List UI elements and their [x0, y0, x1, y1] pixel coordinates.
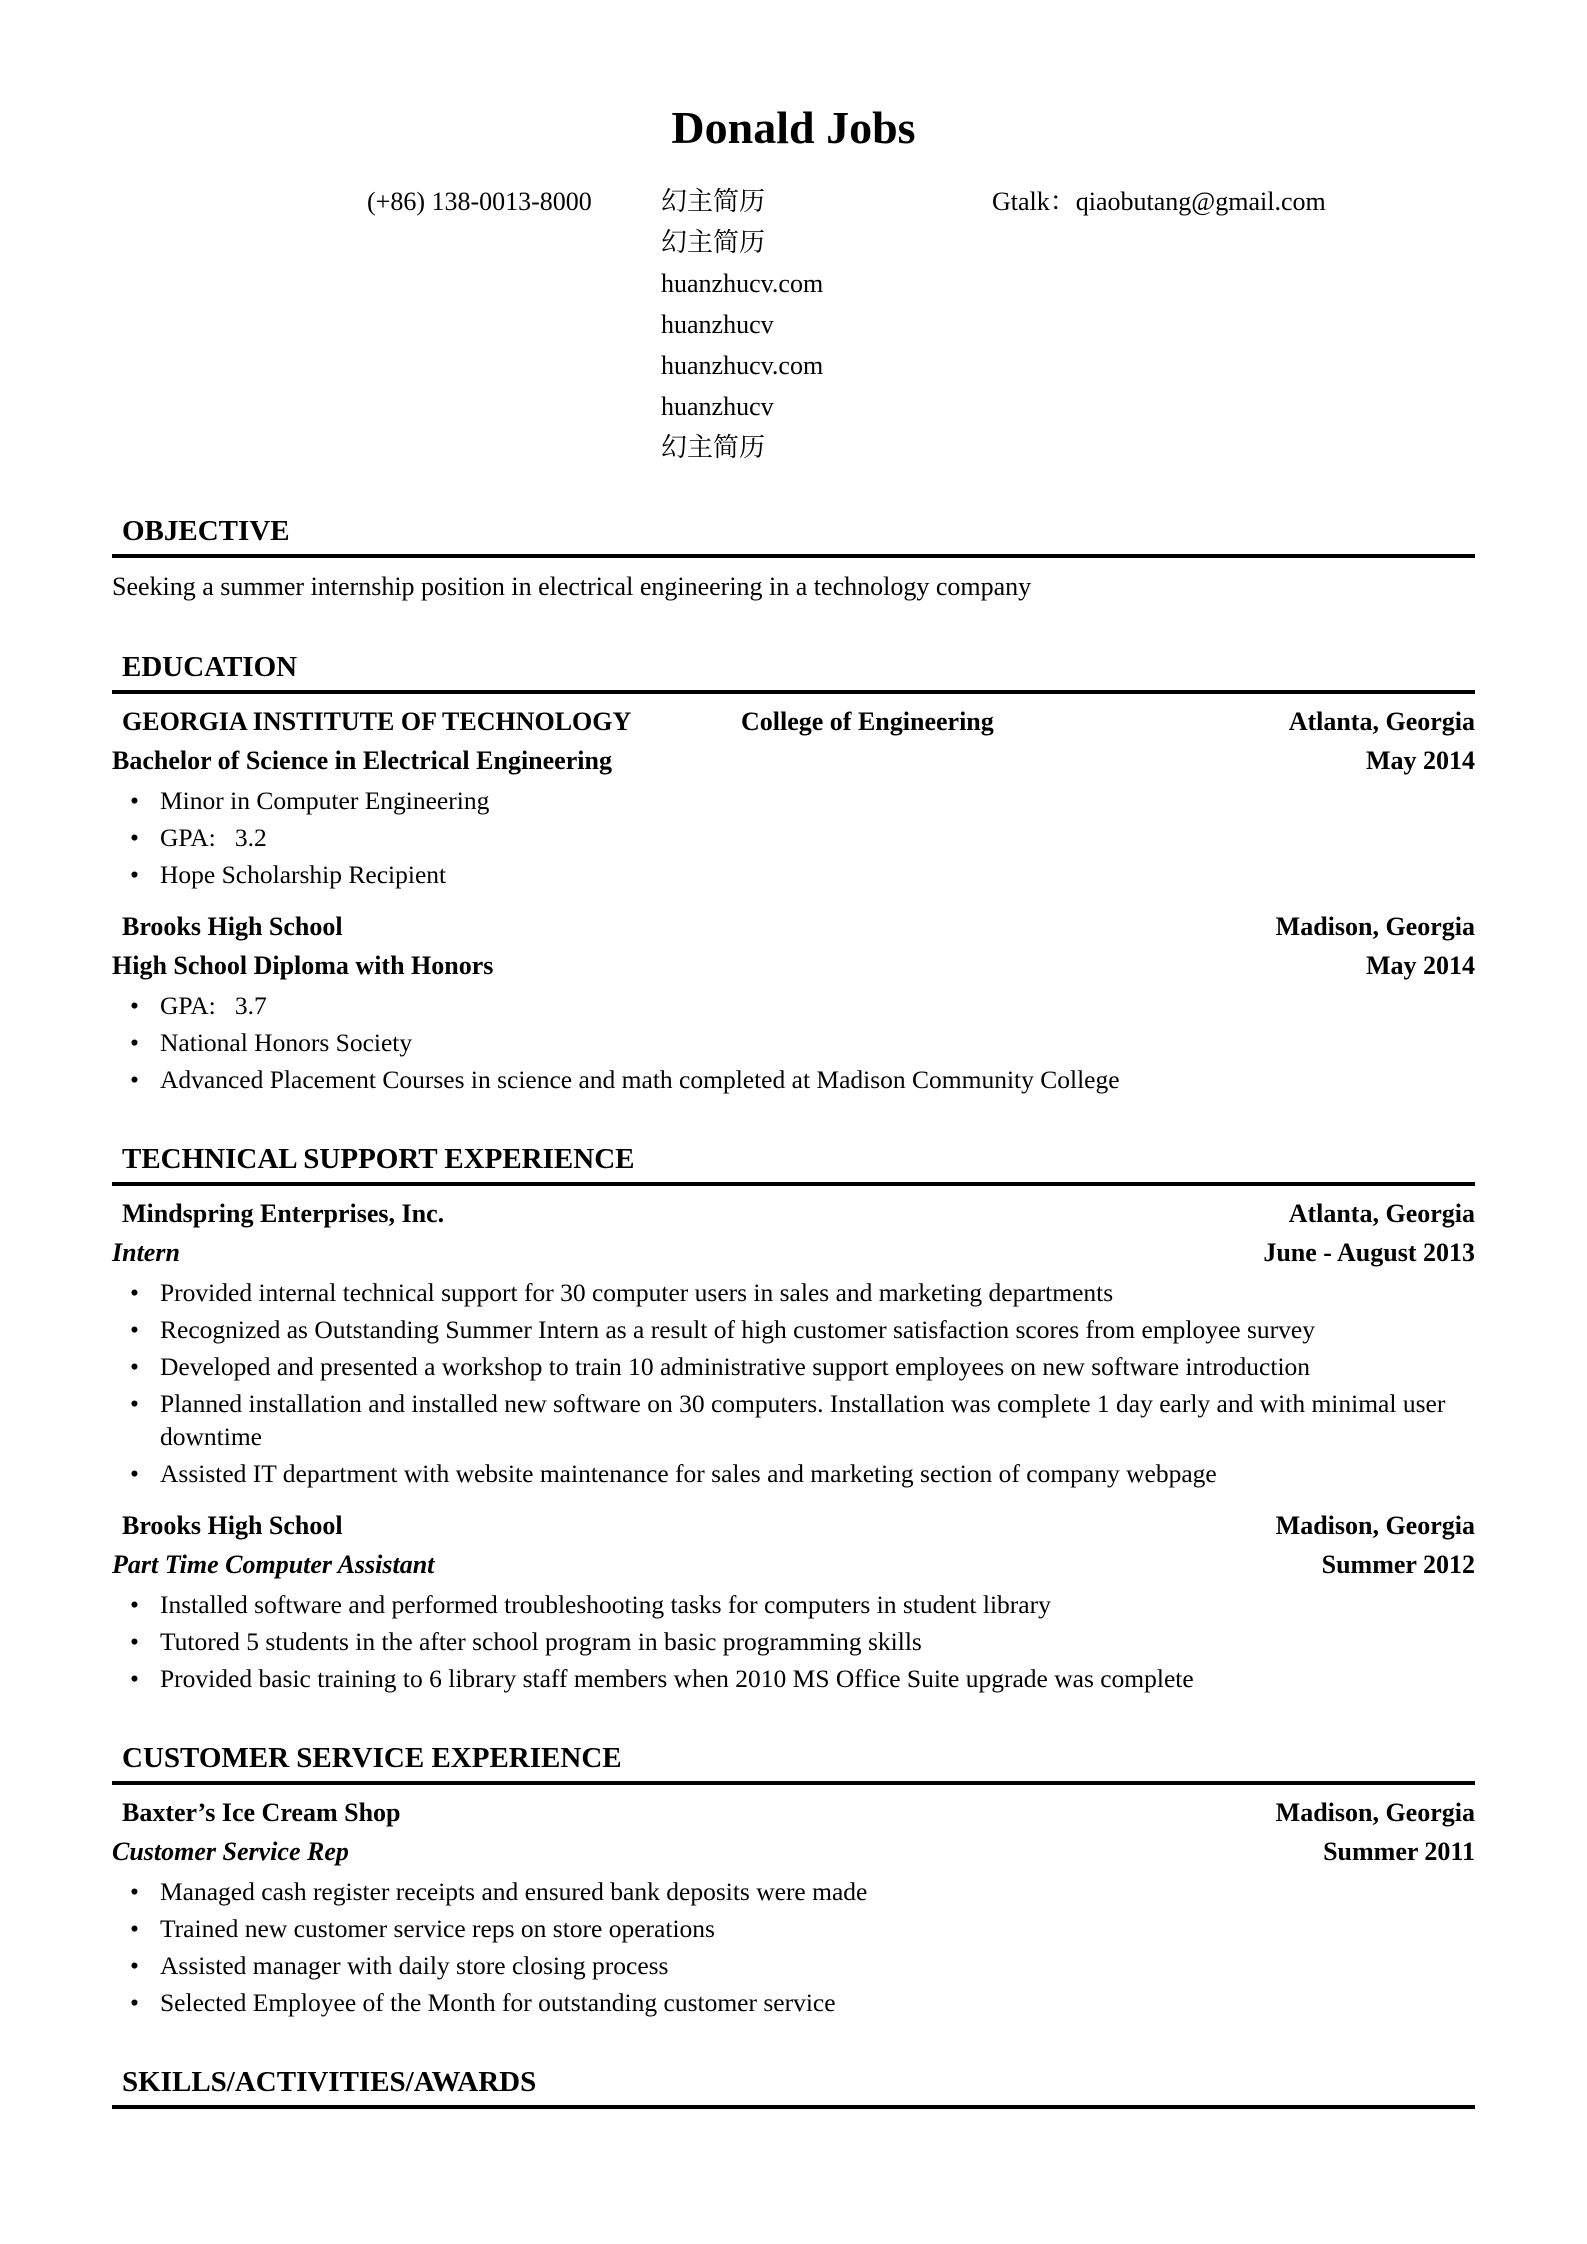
bullet-item: • Minor in Computer Engineering [160, 784, 1475, 817]
bullet-item: • Developed and presented a workshop to train 10 administrative support employees on new software introduction [160, 1350, 1475, 1383]
organization-name: Brooks High School [122, 911, 343, 941]
contact-block [112, 181, 1475, 468]
contact-link: 幻主简历 [661, 228, 766, 258]
entry-header-row [112, 1793, 1475, 1832]
entry-title: High School Diploma with Honors [112, 950, 494, 980]
resume-entry [112, 702, 1475, 891]
organization-name: Mindspring Enterprises, Inc. [122, 1198, 445, 1228]
entry-title: Intern [112, 1237, 180, 1267]
section-text: Seeking a summer internship position in electrical engineering in a technology company [112, 572, 1032, 602]
entry-location: Madison, Georgia [1275, 911, 1475, 941]
bullet-item: • GPA: 3.7 [160, 989, 1475, 1022]
entry-bullet-list [112, 989, 1475, 1096]
entry-title-row [112, 1233, 1475, 1272]
gtalk-address: qiaobutang@gmail.com [1075, 187, 1326, 217]
resume-entry [112, 1793, 1475, 2019]
bullet-item: • Hope Scholarship Recipient [160, 858, 1475, 891]
section-heading: EDUCATION [122, 651, 298, 684]
entry-date: May 2014 [1365, 950, 1475, 980]
section-education [112, 652, 1475, 1096]
entry-title-row [112, 1832, 1475, 1871]
entry-bullet-list [112, 1588, 1475, 1695]
contact-link: huanzhucv [661, 310, 774, 340]
entry-date: June - August 2013 [1263, 1237, 1475, 1267]
contact-link: 幻主简历 [661, 187, 766, 217]
bullet-item: • Managed cash register receipts and ensured bank deposits were made [160, 1875, 1475, 1908]
bullet-item: • Planned installation and installed new software on 30 computers. Installation was complete 1 day early and with minimal user downtime [160, 1387, 1475, 1453]
resume-entry [112, 1194, 1475, 1490]
section-heading: SKILLS/ACTIVITIES/AWARDS [122, 2065, 537, 2098]
bullet-item: • Provided basic training to 6 library staff members when 2010 MS Office Suite upgrade was complete [160, 1662, 1475, 1695]
bullet-item: • Assisted manager with daily store closing process [160, 1949, 1475, 1982]
contact-link: huanzhucv [661, 392, 774, 422]
entry-title-row [112, 1545, 1475, 1584]
section-heading: CUSTOMER SERVICE EXPERIENCE [122, 1741, 622, 1774]
section-rule [112, 1781, 1475, 1785]
entry-location: Atlanta, Georgia [1288, 1198, 1475, 1228]
bullet-item: • Selected Employee of the Month for outstanding customer service [160, 1986, 1475, 2019]
entry-title: Part Time Computer Assistant [112, 1549, 435, 1579]
section-rule [112, 690, 1475, 694]
gtalk-label: Gtalk： [992, 187, 1076, 217]
bullet-item: • Assisted IT department with website maintenance for sales and marketing section of company webpage [160, 1457, 1475, 1490]
section-customer-service-experience [112, 1743, 1475, 2019]
contact-link: huanzhucv.com [661, 269, 824, 299]
organization-name: Brooks High School [122, 1510, 343, 1540]
contact-link: 幻主简历 [661, 433, 766, 463]
entry-location: Madison, Georgia [1275, 1797, 1475, 1827]
resume-entry [112, 1506, 1475, 1695]
entry-location: Atlanta, Georgia [1288, 706, 1475, 736]
contact-link: huanzhucv.com [661, 351, 824, 381]
entry-title: Customer Service Rep [112, 1836, 349, 1866]
sections-container [112, 516, 1475, 2108]
entry-title-row [112, 741, 1475, 780]
section-rule [112, 1182, 1475, 1186]
bullet-item: • Tutored 5 students in the after school program in basic programming skills [160, 1625, 1475, 1658]
bullet-item: • Advanced Placement Courses in science and math completed at Madison Community College [160, 1063, 1475, 1096]
gtalk-contact [992, 181, 1326, 222]
entry-date: May 2014 [1365, 745, 1475, 775]
section-heading: TECHNICAL SUPPORT EXPERIENCE [122, 1142, 635, 1175]
entry-date: Summer 2011 [1323, 1836, 1475, 1866]
section-technical-support-experience [112, 1144, 1475, 1695]
organization-name: GEORGIA INSTITUTE OF TECHNOLOGY [122, 706, 632, 736]
entry-bullet-list [112, 1276, 1475, 1490]
bullet-item: • Trained new customer service reps on store operations [160, 1912, 1475, 1945]
contact-links [661, 181, 992, 468]
section-rule [112, 2105, 1475, 2109]
bullet-item: • National Honors Society [160, 1026, 1475, 1059]
phone-number: (+86) 138-0013-8000 [367, 187, 592, 217]
bullet-item: • Provided internal technical support for 30 computer users in sales and marketing departments [160, 1276, 1475, 1309]
section-heading: OBJECTIVE [122, 515, 290, 548]
organization-name: Baxter’s Ice Cream Shop [122, 1797, 401, 1827]
entry-header-row [112, 907, 1475, 946]
section-objective [112, 516, 1475, 604]
bullet-item: • GPA: 3.2 [160, 821, 1475, 854]
resume-entry [112, 907, 1475, 1096]
entry-date: Summer 2012 [1321, 1549, 1475, 1579]
entry-header-row [112, 702, 1475, 741]
entry-header-row [112, 1506, 1475, 1545]
candidate-name: Donald Jobs [671, 102, 916, 153]
entry-bullet-list [112, 784, 1475, 891]
bullet-item: • Recognized as Outstanding Summer Intern as a result of high customer satisfaction scores from employee survey [160, 1313, 1475, 1346]
organization-division: College of Engineering [741, 706, 994, 736]
entry-location: Madison, Georgia [1275, 1510, 1475, 1540]
section-skills-activities-awards [112, 2067, 1475, 2109]
bullet-item: • Installed software and performed troubleshooting tasks for computers in student library [160, 1588, 1475, 1621]
entry-title: Bachelor of Science in Electrical Engineering [112, 745, 612, 775]
section-rule [112, 554, 1475, 558]
entry-bullet-list [112, 1875, 1475, 2019]
entry-header-row [112, 1194, 1475, 1233]
entry-title-row [112, 946, 1475, 985]
